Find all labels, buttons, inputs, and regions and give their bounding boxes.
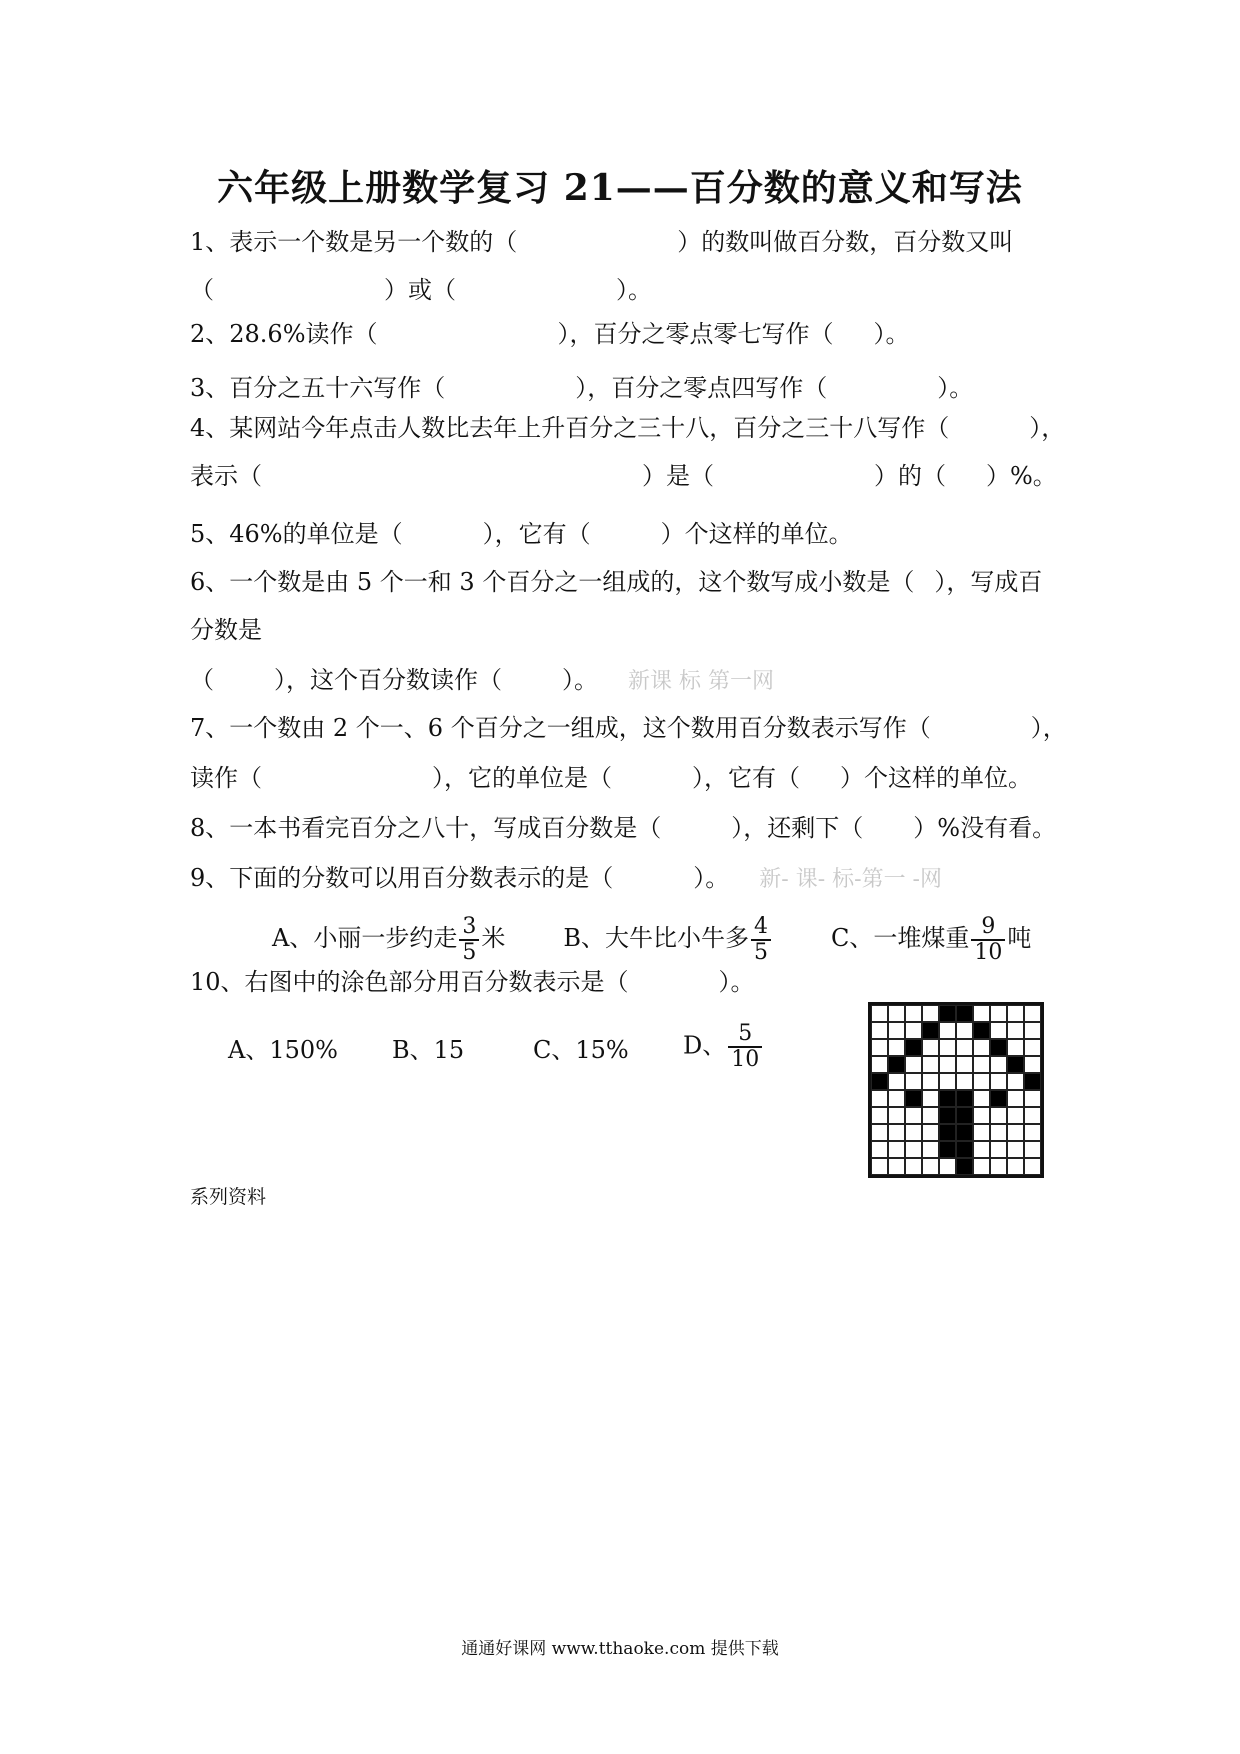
grid-cell-shaded xyxy=(939,1107,956,1124)
grid-cell xyxy=(888,1141,905,1158)
fraction: $\frac{4}{5}$ xyxy=(751,915,771,965)
series-label: 系列资料 xyxy=(190,1186,267,1208)
grid-cell xyxy=(1024,1158,1041,1175)
grid-cell xyxy=(1007,1022,1024,1039)
grid-cell xyxy=(990,1158,1007,1175)
watermark-text-2: 新- 课- 标-第一 -网 xyxy=(759,867,942,892)
grid-cell xyxy=(990,1073,1007,1090)
grid-cell xyxy=(1024,1022,1041,1039)
grid-cell-shaded xyxy=(956,1158,973,1175)
grid-cell xyxy=(871,1107,888,1124)
grid-cell xyxy=(922,1056,939,1073)
footer-text: 通通好课网 www.tthaoke.com 提供下载 xyxy=(461,1639,779,1659)
question-6-line-3: （ ），这个百分数读作（ ）。 新课 标 第一网 xyxy=(190,666,774,694)
question-3: 3、百分之五十六写作（ ），百分之零点四写作（ ）。 xyxy=(190,374,974,402)
grid-cell-shaded xyxy=(973,1022,990,1039)
q10-option-a[interactable]: A、150% xyxy=(228,1036,338,1064)
grid-cell xyxy=(871,1005,888,1022)
grid-cell xyxy=(871,1141,888,1158)
grid-cell xyxy=(1007,1073,1024,1090)
grid-cell-shaded xyxy=(939,1090,956,1107)
fraction: $\frac{3}{5}$ xyxy=(459,915,479,965)
grid-cell xyxy=(956,1073,973,1090)
grid-cell-shaded xyxy=(871,1073,888,1090)
question-8: 8、一本书看完百分之八十，写成百分数是（ ），还剩下（ ）%没有看。 xyxy=(190,814,1057,842)
grid-cell xyxy=(990,1056,1007,1073)
grid-cell xyxy=(939,1056,956,1073)
grid-cell xyxy=(1007,1107,1024,1124)
question-4-line-2: 表示（ ）是（ ）的（ ）%。 xyxy=(190,462,1057,490)
question-10: 10、右图中的涂色部分用百分数表示是（ ）。 xyxy=(190,968,755,996)
grid-cell xyxy=(990,1141,1007,1158)
grid-cell xyxy=(973,1090,990,1107)
grid-cell xyxy=(1024,1090,1041,1107)
grid-cell-shaded xyxy=(1024,1073,1041,1090)
grid-cell xyxy=(1007,1124,1024,1141)
question-5: 5、46%的单位是（ ），它有（ ）个这样的单位。 xyxy=(190,520,853,548)
grid-cell xyxy=(888,1124,905,1141)
grid-cell xyxy=(973,1141,990,1158)
grid-cell xyxy=(888,1158,905,1175)
grid-cell xyxy=(990,1124,1007,1141)
fraction: $\frac{9}{10}$ xyxy=(971,915,1005,965)
grid-cell-shaded xyxy=(905,1090,922,1107)
question-7-line-2: 读作（ ），它的单位是（ ），它有（ ）个这样的单位。 xyxy=(190,764,1032,792)
question-1-line-2: （ ）或（ ）。 xyxy=(190,276,652,304)
grid-cell xyxy=(871,1039,888,1056)
grid-cell xyxy=(1007,1158,1024,1175)
grid-cell xyxy=(888,1107,905,1124)
grid-cell xyxy=(922,1039,939,1056)
grid-cell xyxy=(922,1005,939,1022)
question-9-options xyxy=(272,910,1152,966)
grid-cell xyxy=(1024,1005,1041,1022)
grid-cell xyxy=(1007,1005,1024,1022)
grid-cell xyxy=(922,1124,939,1141)
grid-cell-shaded xyxy=(956,1141,973,1158)
grid-cell xyxy=(922,1090,939,1107)
grid-cell-shaded xyxy=(888,1056,905,1073)
q9-option-a[interactable]: A、小丽一步约走 $\frac{3}{5}$ 米 xyxy=(272,913,506,965)
grid-cell-shaded xyxy=(905,1039,922,1056)
grid-cell xyxy=(905,1158,922,1175)
grid-cell xyxy=(990,1022,1007,1039)
grid-cell xyxy=(922,1158,939,1175)
grid-cell xyxy=(888,1073,905,1090)
grid-cell xyxy=(973,1124,990,1141)
grid-cell xyxy=(871,1056,888,1073)
grid-cell xyxy=(973,1073,990,1090)
grid-cell xyxy=(990,1005,1007,1022)
grid-cell xyxy=(871,1124,888,1141)
grid-cell-shaded xyxy=(990,1090,1007,1107)
grid-cell xyxy=(888,1005,905,1022)
grid-cell-shaded xyxy=(956,1090,973,1107)
grid-cell xyxy=(871,1022,888,1039)
grid-cell xyxy=(990,1107,1007,1124)
grid-cell-shaded xyxy=(1007,1056,1024,1073)
grid-cell-shaded xyxy=(922,1022,939,1039)
grid-cell xyxy=(871,1090,888,1107)
grid-cell xyxy=(973,1107,990,1124)
question-9: 9、下面的分数可以用百分数表示的是（ ）。 新- 课- 标-第一 -网 xyxy=(190,864,942,892)
grid-cell xyxy=(905,1073,922,1090)
grid-cell xyxy=(1024,1124,1041,1141)
grid-cell xyxy=(973,1039,990,1056)
grid-cell xyxy=(888,1022,905,1039)
grid-cell xyxy=(905,1056,922,1073)
grid-cell xyxy=(905,1141,922,1158)
grid-cell xyxy=(922,1107,939,1124)
grid-cell xyxy=(888,1039,905,1056)
grid-cell-shaded xyxy=(990,1039,1007,1056)
grid-cell xyxy=(973,1005,990,1022)
grid-cell-shaded xyxy=(956,1005,973,1022)
q9-option-b[interactable]: B、大牛比小牛多 $\frac{4}{5}$ xyxy=(563,924,773,952)
grid-cell xyxy=(1007,1039,1024,1056)
grid-cell xyxy=(1024,1107,1041,1124)
watermark-text: 新课 标 第一网 xyxy=(628,669,774,694)
grid-cell xyxy=(905,1124,922,1141)
grid-cell xyxy=(973,1056,990,1073)
grid-cell xyxy=(956,1056,973,1073)
grid-cell-shaded xyxy=(939,1005,956,1022)
question-6-line-1: 6、一个数是由 5 个一和 3 个百分之一组成的，这个数写成小数是（ ），写成百 xyxy=(190,568,1043,596)
grid-cell xyxy=(905,1022,922,1039)
question-6-line-2: 分数是 xyxy=(190,616,262,644)
question-4-line-1: 4、某网站今年点击人数比去年上升百分之三十八，百分之三十八写作（ ）， xyxy=(190,414,1066,442)
grid-cell xyxy=(888,1090,905,1107)
question-7-line-1: 7、一个数由 2 个一、6 个百分之一组成，这个数用百分数表示写作（ ）， xyxy=(190,714,1067,742)
grid-cell xyxy=(1024,1039,1041,1056)
grid-cell-shaded xyxy=(939,1141,956,1158)
grid-cell xyxy=(939,1073,956,1090)
grid-cell xyxy=(939,1022,956,1039)
q9-option-c[interactable]: C、一堆煤重 $\frac{9}{10}$ 吨 xyxy=(830,913,1032,965)
grid-cell xyxy=(1024,1056,1041,1073)
grid-cell-shaded xyxy=(939,1124,956,1141)
hundred-square-grid xyxy=(868,1002,1044,1178)
grid-cell xyxy=(956,1022,973,1039)
grid-cell xyxy=(956,1039,973,1056)
grid-cell xyxy=(905,1005,922,1022)
grid-cell xyxy=(922,1073,939,1090)
grid-cell xyxy=(939,1039,956,1056)
q10-option-c[interactable]: C、15% xyxy=(533,1036,629,1064)
grid-cell xyxy=(905,1107,922,1124)
grid-cell xyxy=(1007,1090,1024,1107)
grid-cell xyxy=(922,1141,939,1158)
fraction: $\frac{5}{10}$ xyxy=(728,1022,762,1072)
question-2: 2、28.6%读作（ ），百分之零点零七写作（ ）。 xyxy=(190,320,910,348)
grid-cell xyxy=(939,1158,956,1175)
shaded-grid-figure xyxy=(868,1002,1044,1178)
grid-cell-shaded xyxy=(956,1107,973,1124)
page-title: 六年级上册数学复习 21——百分数的意义和写法 xyxy=(217,167,1023,209)
grid-cell xyxy=(1024,1141,1041,1158)
q10-option-d[interactable]: D、 $\frac{5}{10}$ xyxy=(683,1022,764,1072)
question-1-line-1: 1、表示一个数是另一个数的（ ）的数叫做百分数，百分数又叫 xyxy=(190,228,1014,256)
grid-cell-shaded xyxy=(956,1124,973,1141)
grid-cell xyxy=(973,1158,990,1175)
grid-cell xyxy=(871,1158,888,1175)
grid-cell xyxy=(1007,1141,1024,1158)
q10-option-b[interactable]: B、15 xyxy=(392,1036,465,1064)
